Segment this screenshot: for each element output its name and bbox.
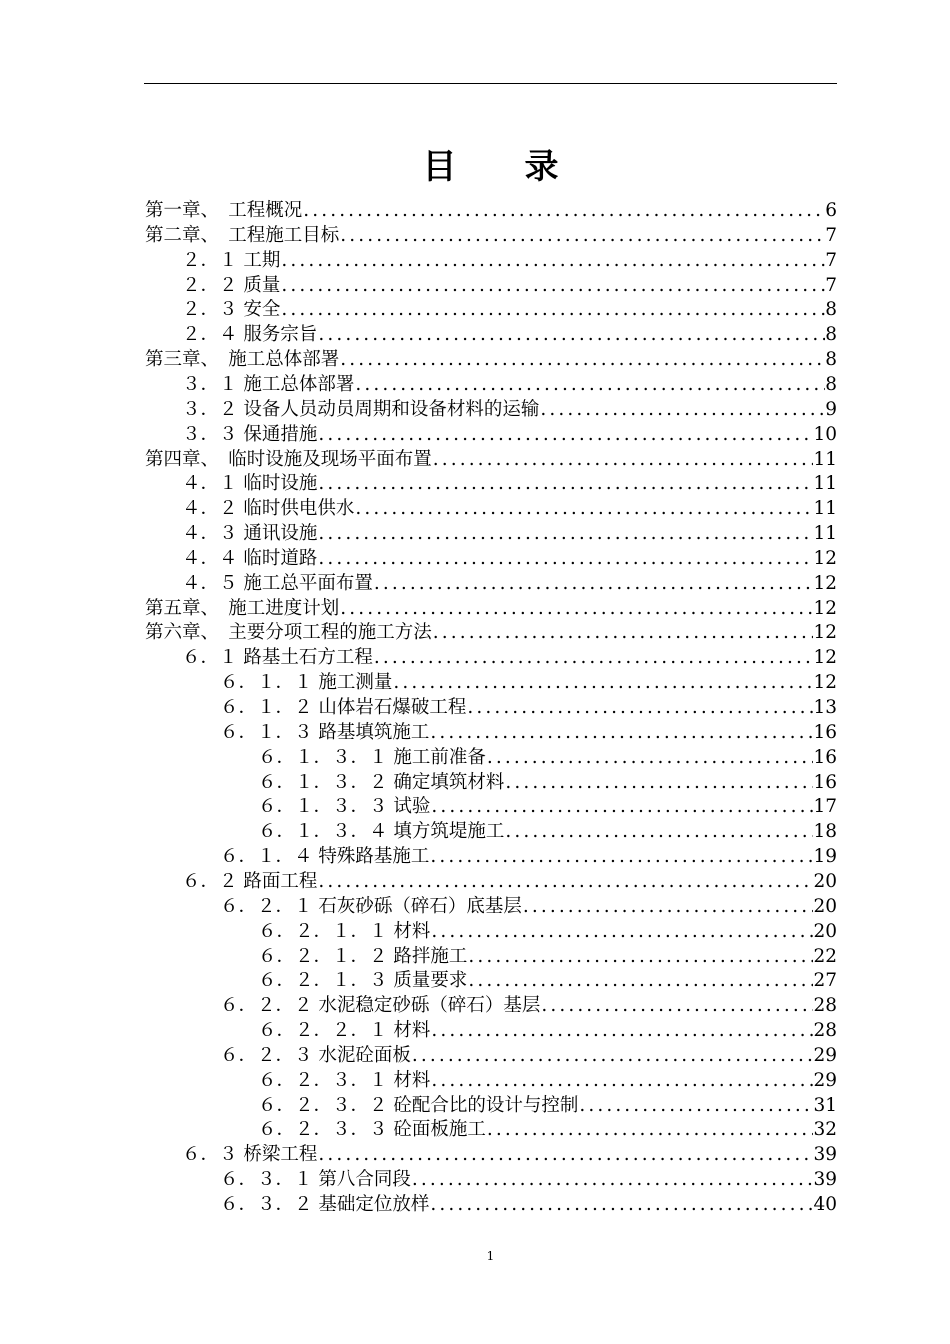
toc-entry[interactable] bbox=[182, 472, 837, 496]
toc-entry-page: 12 bbox=[813, 572, 837, 594]
toc-dot-leader bbox=[280, 298, 825, 322]
toc-dot-leader bbox=[317, 323, 825, 347]
toc-entry-title: ６．２．３．３ 砼面板施工 bbox=[258, 1119, 486, 1141]
toc-entry[interactable] bbox=[182, 646, 837, 670]
toc-dot-leader bbox=[429, 1193, 813, 1217]
toc-dot-leader bbox=[429, 845, 813, 869]
toc-dot-leader bbox=[373, 572, 814, 596]
toc-entry[interactable] bbox=[182, 298, 837, 322]
toc-entry[interactable] bbox=[220, 895, 837, 919]
toc-dot-leader bbox=[432, 621, 814, 645]
toc-entry-page: 29 bbox=[813, 1044, 837, 1066]
toc-entry-page: 22 bbox=[813, 945, 837, 967]
toc-entry-title: 第一章、 工程概况 bbox=[145, 200, 303, 221]
toc-entry-page: 16 bbox=[813, 771, 837, 793]
toc-entry-title: ６．１．４ 特殊路基施工 bbox=[220, 846, 430, 868]
toc-entry-title: ６．１．２ 山体岩石爆破工程 bbox=[220, 697, 467, 718]
toc-entry-page: 17 bbox=[813, 796, 837, 818]
toc-entry[interactable] bbox=[145, 448, 837, 472]
toc-entry-title: ６．２．２．１ 材料 bbox=[258, 1020, 431, 1042]
toc-entry[interactable] bbox=[258, 1118, 837, 1142]
toc-entry[interactable] bbox=[182, 572, 837, 596]
toc-entry-title: ４．２ 临时供电供水 bbox=[182, 498, 355, 520]
toc-dot-leader bbox=[466, 696, 813, 720]
toc-entry[interactable] bbox=[258, 795, 837, 819]
toc-entry-title: ６．１ 路基土石方工程 bbox=[182, 647, 373, 669]
toc-entry-title: ２．２ 质量 bbox=[182, 274, 281, 296]
toc-entry-title: ６．３．１ 第八合同段 bbox=[220, 1169, 411, 1191]
toc-entry-title: 第二章、 工程施工目标 bbox=[145, 224, 340, 246]
page-number: 1 bbox=[486, 1249, 495, 1263]
toc-entry[interactable] bbox=[258, 969, 837, 993]
toc-entry-page: 32 bbox=[813, 1119, 837, 1141]
toc-entry[interactable] bbox=[258, 1019, 837, 1043]
toc-dot-leader bbox=[486, 746, 814, 770]
toc-entry-title: ２．１ 工期 bbox=[182, 249, 281, 271]
toc-entry-title: ６．１．３．３ 试验 bbox=[258, 796, 431, 818]
toc-entry[interactable] bbox=[258, 771, 837, 795]
toc-entry[interactable] bbox=[258, 1069, 837, 1093]
toc-entry-page: 11 bbox=[813, 498, 837, 520]
toc-entry[interactable] bbox=[258, 920, 837, 944]
toc-entry-title: 第四章、 临时设施及现场平面布置 bbox=[145, 448, 432, 470]
toc-entry[interactable] bbox=[145, 621, 837, 645]
toc-dot-leader bbox=[339, 224, 825, 248]
toc-entry[interactable] bbox=[182, 870, 837, 894]
toc-entry-page: 7 bbox=[825, 249, 837, 271]
toc-entry[interactable] bbox=[220, 696, 837, 720]
toc-entry[interactable] bbox=[145, 224, 837, 248]
toc-dot-leader bbox=[392, 671, 813, 695]
toc-dot-leader bbox=[429, 721, 813, 745]
toc-entry-page: 28 bbox=[813, 1020, 837, 1042]
toc-entry-page: 20 bbox=[813, 870, 837, 892]
toc-entry[interactable] bbox=[145, 597, 837, 621]
toc-dot-leader bbox=[280, 274, 825, 298]
toc-entry-page: 11 bbox=[813, 523, 837, 545]
toc-entry-page: 9 bbox=[825, 398, 837, 420]
toc-entry-page: 6 bbox=[825, 200, 837, 221]
toc-dot-leader bbox=[373, 646, 814, 670]
toc-entry-title: ６．１．３．４ 填方筑堤施工 bbox=[258, 821, 505, 843]
toc-entry-page: 29 bbox=[813, 1069, 837, 1091]
toc-entry-title: ２．３ 安全 bbox=[182, 299, 281, 321]
toc-entry[interactable] bbox=[145, 348, 837, 372]
toc-dot-leader bbox=[504, 820, 813, 844]
toc-title: 目 录 bbox=[422, 147, 559, 187]
toc-dot-leader bbox=[430, 795, 813, 819]
toc-entry-page: 12 bbox=[813, 647, 837, 669]
toc-dot-leader bbox=[539, 398, 825, 422]
toc-entry-title: ４．３ 通讯设施 bbox=[182, 523, 318, 545]
toc-entry-title: ６．２．２ 水泥稳定砂砾（碎石）基层 bbox=[220, 995, 541, 1017]
toc-entry-page: 20 bbox=[813, 895, 837, 917]
toc-entry-page: 10 bbox=[813, 423, 837, 445]
toc-entry-page: 39 bbox=[813, 1144, 837, 1166]
toc-dot-leader bbox=[411, 1044, 814, 1068]
toc-entry-page: 11 bbox=[813, 473, 837, 495]
toc-entry-title: 第三章、 施工总体部署 bbox=[145, 349, 340, 371]
toc-dot-leader bbox=[578, 1094, 813, 1118]
toc-entry[interactable] bbox=[220, 671, 837, 695]
toc-entry-title: ３．１ 施工总体部署 bbox=[182, 373, 355, 395]
toc-dot-leader bbox=[504, 771, 813, 795]
toc-entry-title: ６．２ 路面工程 bbox=[182, 870, 318, 892]
toc-entry-title: ６．３．２ 基础定位放样 bbox=[220, 1194, 430, 1215]
toc-entry-title: ６．１．３．１ 施工前准备 bbox=[258, 746, 486, 768]
toc-dot-leader bbox=[302, 199, 825, 223]
toc-dot-leader bbox=[467, 945, 813, 969]
toc-entry[interactable] bbox=[258, 945, 837, 969]
toc-entry[interactable] bbox=[220, 1168, 837, 1192]
toc-entry-title: ４．５ 施工总平面布置 bbox=[182, 572, 373, 594]
toc-entry-title: ２．４ 服务宗旨 bbox=[182, 324, 318, 346]
toc-entry-page: 16 bbox=[813, 746, 837, 768]
toc-entry-page: 40 bbox=[813, 1194, 837, 1215]
toc-entry[interactable] bbox=[182, 423, 837, 447]
toc-dot-leader bbox=[467, 969, 813, 993]
toc-entry-page: 11 bbox=[813, 448, 837, 470]
toc-entry[interactable] bbox=[220, 994, 837, 1018]
toc-entry-title: ６．３ 桥梁工程 bbox=[182, 1144, 318, 1166]
toc-entry-page: 13 bbox=[813, 697, 837, 718]
toc-entry-page: 16 bbox=[813, 721, 837, 743]
toc-entry-title: ６．２．３．２ 砼配合比的设计与控制 bbox=[258, 1094, 579, 1116]
toc-entry-title: 第六章、 主要分项工程的施工方法 bbox=[145, 622, 432, 644]
toc-entry-title: ６．２．３ 水泥砼面板 bbox=[220, 1044, 411, 1066]
toc-entry[interactable] bbox=[182, 373, 837, 397]
toc-dot-leader bbox=[317, 547, 813, 571]
toc-entry-page: 8 bbox=[825, 324, 837, 346]
toc-dot-leader bbox=[430, 1019, 813, 1043]
toc-entry[interactable] bbox=[145, 199, 837, 223]
toc-entry-page: 12 bbox=[813, 622, 837, 644]
toc-entry-title: ６．２．１ 石灰砂砾（碎石）底基层 bbox=[220, 895, 522, 917]
toc-entry[interactable] bbox=[182, 249, 837, 273]
toc-entry-page: 8 bbox=[825, 299, 837, 321]
toc-entry[interactable] bbox=[182, 547, 837, 571]
toc-entry[interactable] bbox=[182, 274, 837, 298]
toc-entry-title: ６．２．１．１ 材料 bbox=[258, 920, 431, 942]
toc-dot-leader bbox=[486, 1118, 814, 1142]
toc-entry-page: 12 bbox=[813, 547, 837, 569]
toc-entry[interactable] bbox=[220, 1044, 837, 1068]
toc-dot-leader bbox=[317, 1143, 813, 1167]
toc-entry-page: 18 bbox=[813, 821, 837, 843]
toc-entry-page: 39 bbox=[813, 1169, 837, 1191]
toc-entry[interactable] bbox=[182, 398, 837, 422]
toc-entry[interactable] bbox=[182, 323, 837, 347]
toc-entry[interactable] bbox=[220, 845, 837, 869]
toc-entry-page: 31 bbox=[813, 1094, 837, 1116]
toc-entry-title: ６．２．３．１ 材料 bbox=[258, 1069, 431, 1091]
toc-entry[interactable] bbox=[182, 497, 837, 521]
toc-dot-leader bbox=[411, 1168, 814, 1192]
toc-entry-page: 28 bbox=[813, 995, 837, 1017]
toc-entry-title: ４．４ 临时道路 bbox=[182, 547, 318, 569]
toc-dot-leader bbox=[317, 522, 813, 546]
toc-dot-leader bbox=[354, 497, 813, 521]
toc-dot-leader bbox=[317, 870, 813, 894]
toc-entry-title: ６．１．３．２ 确定填筑材料 bbox=[258, 771, 505, 793]
toc-entry-page: 20 bbox=[813, 920, 837, 942]
toc-entry[interactable] bbox=[182, 1143, 837, 1167]
toc-entry-page: 12 bbox=[813, 597, 837, 619]
toc-entry-title: ３．３ 保通措施 bbox=[182, 423, 318, 445]
toc-entry-page: 12 bbox=[813, 672, 837, 694]
toc-entry-title: 第五章、 施工进度计划 bbox=[145, 597, 340, 619]
toc-entry[interactable] bbox=[220, 721, 837, 745]
toc-entry-page: 8 bbox=[825, 373, 837, 395]
toc-dot-leader bbox=[339, 348, 825, 372]
toc-dot-leader bbox=[540, 994, 813, 1018]
toc-entry-title: ４．１ 临时设施 bbox=[182, 473, 318, 495]
toc-dot-leader bbox=[430, 920, 813, 944]
toc-entry-page: 27 bbox=[813, 970, 837, 992]
toc-entry-title: ６．１．１ 施工测量 bbox=[220, 672, 393, 694]
toc-dot-leader bbox=[430, 1069, 813, 1093]
toc-dot-leader bbox=[354, 373, 825, 397]
toc-entry-title: ６．２．１．３ 质量要求 bbox=[258, 970, 468, 992]
toc-dot-leader bbox=[317, 423, 813, 447]
toc-entry[interactable] bbox=[220, 1193, 837, 1217]
toc-dot-leader bbox=[432, 448, 814, 472]
toc-entry-title: ６．２．１．２ 路拌施工 bbox=[258, 945, 468, 967]
toc-entry[interactable] bbox=[258, 746, 837, 770]
toc-dot-leader bbox=[317, 472, 813, 496]
toc-entry-page: 8 bbox=[825, 349, 837, 371]
toc-entry-title: ６．１．３ 路基填筑施工 bbox=[220, 721, 430, 743]
toc-entry-page: 19 bbox=[813, 846, 837, 868]
toc-dot-leader bbox=[280, 249, 825, 273]
toc-entry-page: 7 bbox=[825, 274, 837, 296]
toc-dot-leader bbox=[339, 597, 813, 621]
toc-dot-leader bbox=[522, 895, 814, 919]
toc-entry[interactable] bbox=[258, 820, 837, 844]
toc-entry-page: 7 bbox=[825, 224, 837, 246]
toc-entry-title: ３．２ 设备人员动员周期和设备材料的运输 bbox=[182, 398, 540, 420]
toc-entry[interactable] bbox=[182, 522, 837, 546]
toc-entry[interactable] bbox=[258, 1094, 837, 1118]
